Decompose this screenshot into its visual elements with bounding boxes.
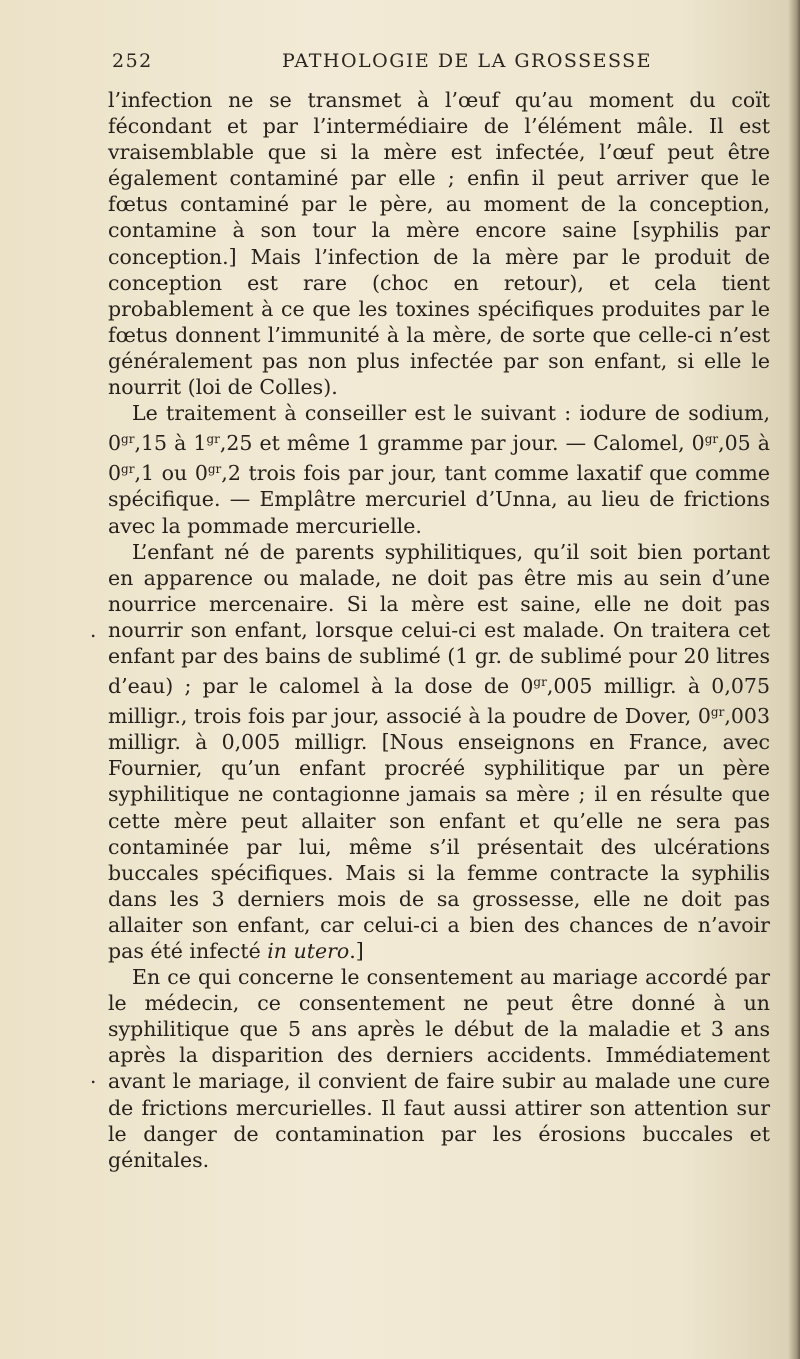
margin-mark: .	[90, 618, 97, 642]
page-edge-shadow	[788, 0, 800, 1359]
paragraph: En ce qui concerne le consentement au mariage accordé par le médecin, ce consentement ne peut être donné à un syphilitique que 5 ans après le début de la maladie et 3 ans après la disparition des derniers accidents. Immédiatement avant le mariage, il convient de faire subir au malade une cure de frictions mercurielles. Il faut aussi attirer son attention sur le danger de contamination par les érosions buccales et génitales.	[108, 965, 770, 1172]
paragraph	[108, 539, 770, 965]
text-segment: ,2 trois fois par jour, tant comme laxatif que comme spécifique. — Emplâtre mercuriel d’Unna, au lieu de frictions avec la pommade mercurielle.	[108, 461, 771, 538]
italic-text: in utero	[267, 939, 350, 963]
unit-superscript: gr	[121, 432, 135, 447]
text-segment: ,003 milligr. à 0,005 milligr. [Nous enseignons en France, avec Fournier, qu’un enfant procréé syphilitique par un père syphilitique ne contagionne jamais sa mère ; il en résulte que cette mère peut allaiter son enfant et qu’elle ne sera pas contaminée par lui, même s’il présentait des ulcérations buccales spécifiques. Mais si la femme contracte la syphilis dans les 3 derniers mois de sa grossesse, elle ne doit pas allaiter son enfant, car celui-ci a bien des chances de n’avoir pas été infecté	[108, 704, 770, 963]
page-number: 252	[112, 50, 153, 72]
unit-superscript: gr	[533, 675, 547, 690]
unit-superscript: gr	[121, 462, 135, 477]
unit-superscript: gr	[710, 705, 725, 720]
unit-superscript: gr	[704, 432, 719, 447]
body-text	[108, 87, 770, 1173]
text-segment: ,25 et même 1 gramme par jour. — Calomel, 0	[219, 431, 705, 456]
page-header	[108, 50, 768, 82]
text-segment: Le traitement à conseiller est le suivant : iodure de sodium, 0	[108, 401, 770, 456]
text-segment: .]	[349, 939, 364, 963]
paragraph	[108, 400, 770, 538]
text-segment: ,1 ou 0	[134, 461, 208, 486]
running-title: PATHOLOGIE DE LA GROSSESSE	[282, 50, 653, 72]
text-segment: ,005 milligr. à 0,075 milligr., trois fois par jour, associé à la poudre de Dover, 0	[108, 674, 770, 729]
unit-superscript: gr	[207, 462, 222, 477]
text-segment: ,15 à 1	[134, 431, 207, 456]
text-segment: L’enfant né de parents syphilitiques, qu’il soit bien portant en apparence ou malade, ne doit pas être mis au sein d’une nourrice mercenaire. Si la mère est saine, elle ne doit pas nourrir son enfant, lorsque celui-ci est malade. On traitera cet enfant par des bains de sublimé (1 gr. de sublimé pour 20 litres d’eau) ; par le calomel à la dose de 0	[108, 539, 770, 699]
unit-superscript: gr	[206, 432, 220, 447]
margin-mark: .	[90, 1064, 97, 1088]
text-segment: ,05 à 0	[108, 431, 770, 486]
paragraph: l’infection ne se transmet à l’œuf qu’au moment du coït fécondant et par l’intermédiaire de l’élément mâle. Il est vraisemblable que si la mère est infectée, l’œuf peut être également contaminé par elle ; enfin il peut arriver que le fœtus contaminé par le père, au moment de la conception, contamine à son tour la mère encore saine [syphilis par conception.] Mais l’infection de la mère par le produit de conception est rare (choc en retour), et cela tient probablement à ce que les toxines spécifiques produites par le fœtus donnent l’immunité à la mère, de sorte que celle-ci n’est généralement pas non plus infectée par son enfant, si elle le nourrit (loi de Colles).	[108, 88, 770, 400]
